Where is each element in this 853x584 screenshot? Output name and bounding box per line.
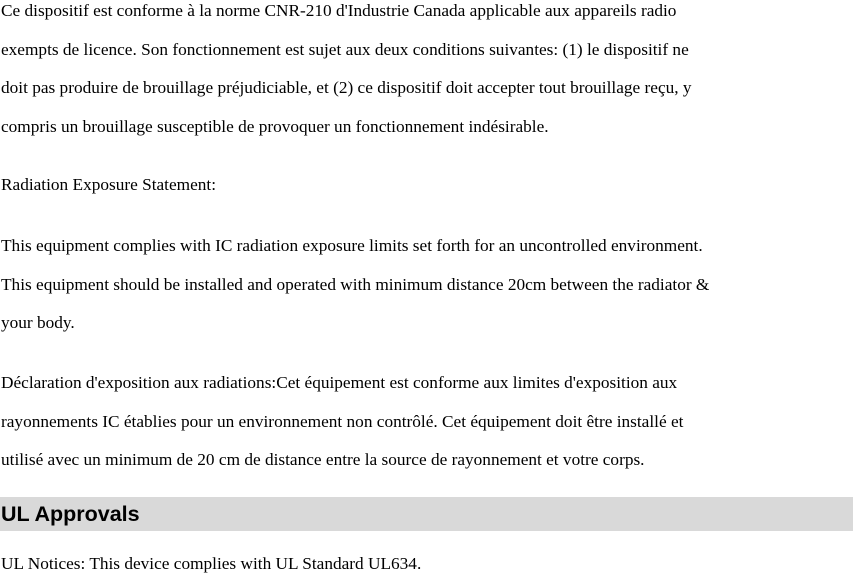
text-line: Radiation Exposure Statement:	[1, 175, 217, 194]
text-line: utilisé avec un minimum de 20 cm de distance entre la source de rayonnement et votre corps.	[1, 450, 645, 469]
text-line: This equipment should be installed and operated with minimum distance 20cm between the radiator &	[1, 274, 710, 294]
ul-notice-paragraph	[0, 545, 421, 584]
radiation-french-paragraph	[0, 364, 683, 480]
text-line: doit pas produire de brouillage préjudiciable, et (2) ce dispositif doit accepter tout brouillage reçu, y	[1, 78, 692, 97]
section-title: UL Approvals	[1, 502, 140, 526]
radiation-exposure-heading	[0, 166, 216, 205]
text-line: compris un brouillage susceptible de provoquer un fonctionnement indésirable.	[1, 116, 549, 136]
radiation-english-paragraph	[0, 227, 709, 343]
french-compliance-paragraph	[0, 0, 692, 146]
text-line: your body.	[1, 313, 75, 332]
text-line: Déclaration d'exposition aux radiations:Cet équipement est conforme aux limites d'exposition aux	[1, 373, 678, 392]
text-line: exempts de licence. Son fonctionnement est sujet aux deux conditions suivantes: (1) le dispositif ne	[1, 39, 689, 59]
ul-approvals-section-header	[0, 497, 853, 531]
text-line: rayonnements IC établies pour un environnement non contrôlé. Cet équipement doit être installé et	[1, 411, 684, 431]
text-line: This equipment complies with IC radiation exposure limits set forth for an uncontrolled environment.	[1, 236, 703, 255]
text-line: UL Notices: This device complies with UL Standard UL634.	[1, 554, 422, 573]
text-line: Ce dispositif est conforme à la norme CNR-210 d'Industrie Canada applicable aux appareils radio	[1, 1, 677, 20]
